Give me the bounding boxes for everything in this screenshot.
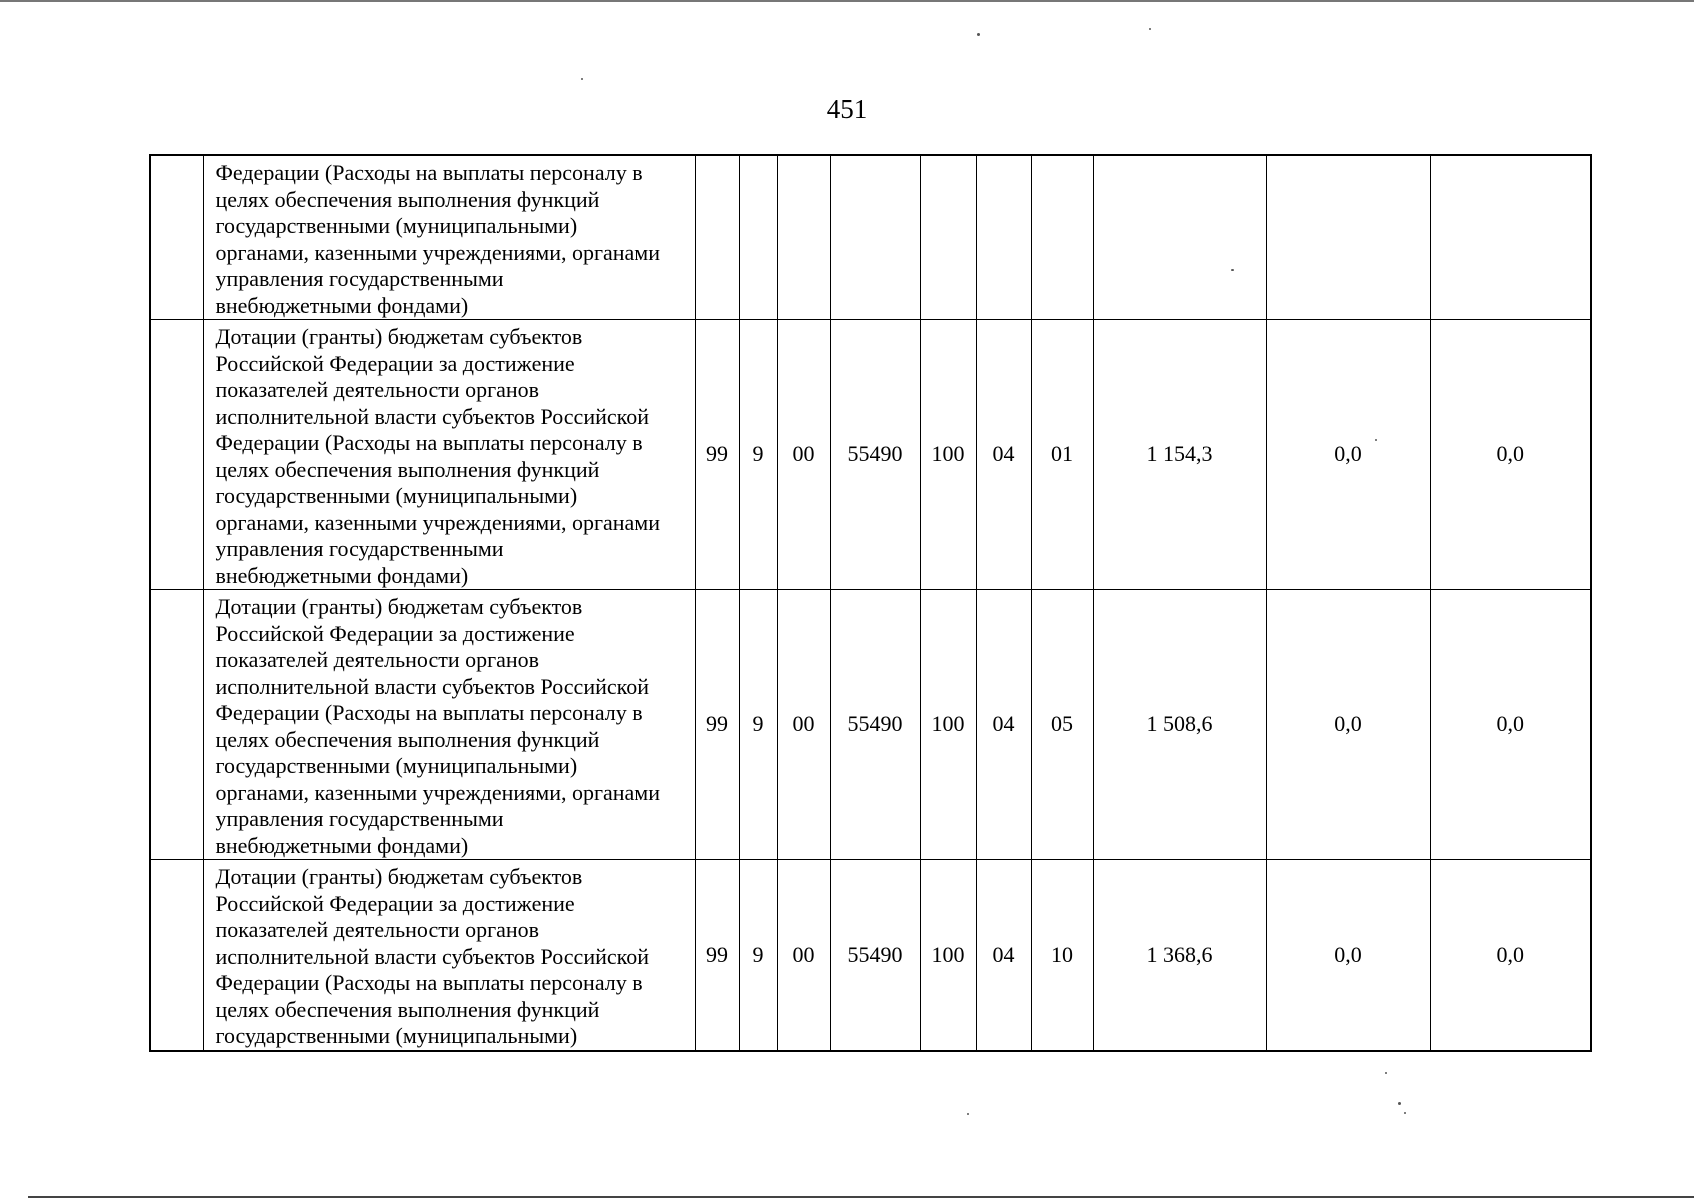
code-cell: 04	[976, 860, 1031, 1051]
code-cell: 55490	[830, 860, 920, 1051]
amount-cell: 0,0	[1266, 860, 1430, 1051]
code-cell	[739, 155, 777, 320]
amount-cell	[1430, 155, 1591, 320]
amount-cell: 1 508,6	[1093, 590, 1266, 860]
code-cell: 04	[976, 320, 1031, 590]
code-cell: 04	[976, 590, 1031, 860]
description-cell: Дотации (гранты) бюджетам субъектов Российской Федерации за достижение показателей деятельности органов исполнительной власти субъектов Российской Федерации (Расходы на выплаты персоналу в целях обеспечения выполнения функций государственными (муниципальными) органами, казенными учреждениями, органами управления государственными внебюджетными фондами)	[203, 320, 695, 590]
scan-speck	[1385, 1072, 1387, 1074]
description-cell: Федерации (Расходы на выплаты персоналу в целях обеспечения выполнения функций государственными (муниципальными) органами, казенными учреждениями, органами управления государственными внебюджетными фондами)	[203, 155, 695, 320]
code-cell: 01	[1031, 320, 1093, 590]
code-cell: 55490	[830, 320, 920, 590]
code-cell: 55490	[830, 590, 920, 860]
amount-cell: 1 154,3	[1093, 320, 1266, 590]
code-cell: 05	[1031, 590, 1093, 860]
row-index-cell	[150, 320, 203, 590]
table-row	[150, 155, 1591, 320]
table-row	[150, 590, 1591, 860]
code-cell	[777, 155, 830, 320]
table-row	[150, 320, 1591, 590]
scan-speck	[1398, 1102, 1401, 1105]
scan-edge-bottom	[28, 1196, 1694, 1198]
amount-cell	[1093, 155, 1266, 320]
code-cell	[830, 155, 920, 320]
scan-edge-top	[0, 0, 1694, 2]
code-cell: 99	[695, 590, 739, 860]
amount-cell: 1 368,6	[1093, 860, 1266, 1051]
scan-speck	[581, 78, 583, 80]
scan-speck	[967, 1113, 969, 1115]
page-number: 451	[826, 94, 868, 124]
code-cell	[976, 155, 1031, 320]
code-cell	[695, 155, 739, 320]
budget-table	[149, 154, 1592, 1052]
row-index-cell	[150, 860, 203, 1051]
code-cell: 100	[920, 590, 976, 860]
code-cell: 00	[777, 860, 830, 1051]
amount-cell: 0,0	[1430, 590, 1591, 860]
code-cell: 9	[739, 860, 777, 1051]
row-index-cell	[150, 590, 203, 860]
code-cell: 9	[739, 320, 777, 590]
code-cell	[1031, 155, 1093, 320]
amount-cell: 0,0	[1266, 590, 1430, 860]
code-cell: 100	[920, 320, 976, 590]
table-row	[150, 860, 1591, 1051]
code-cell: 00	[777, 590, 830, 860]
code-cell: 99	[695, 320, 739, 590]
code-cell	[920, 155, 976, 320]
amount-cell: 0,0	[1430, 860, 1591, 1051]
code-cell: 100	[920, 860, 976, 1051]
amount-cell: 0,0	[1430, 320, 1591, 590]
amount-cell: 0,0	[1266, 320, 1430, 590]
row-index-cell	[150, 155, 203, 320]
code-cell: 00	[777, 320, 830, 590]
amount-cell	[1266, 155, 1430, 320]
description-cell: Дотации (гранты) бюджетам субъектов Российской Федерации за достижение показателей деятельности органов исполнительной власти субъектов Российской Федерации (Расходы на выплаты персоналу в целях обеспечения выполнения функций государственными (муниципальными) органами, казенными учреждениями, органами управления государственными внебюджетными фондами)	[203, 590, 695, 860]
description-cell: Дотации (гранты) бюджетам субъектов Российской Федерации за достижение показателей деятельности органов исполнительной власти субъектов Российской Федерации (Расходы на выплаты персоналу в целях обеспечения выполнения функций государственными (муниципальными)	[203, 860, 695, 1051]
code-cell: 9	[739, 590, 777, 860]
scan-speck	[1149, 28, 1151, 30]
scan-speck	[977, 33, 980, 36]
code-cell: 10	[1031, 860, 1093, 1051]
scan-speck	[1404, 1112, 1406, 1114]
code-cell: 99	[695, 860, 739, 1051]
